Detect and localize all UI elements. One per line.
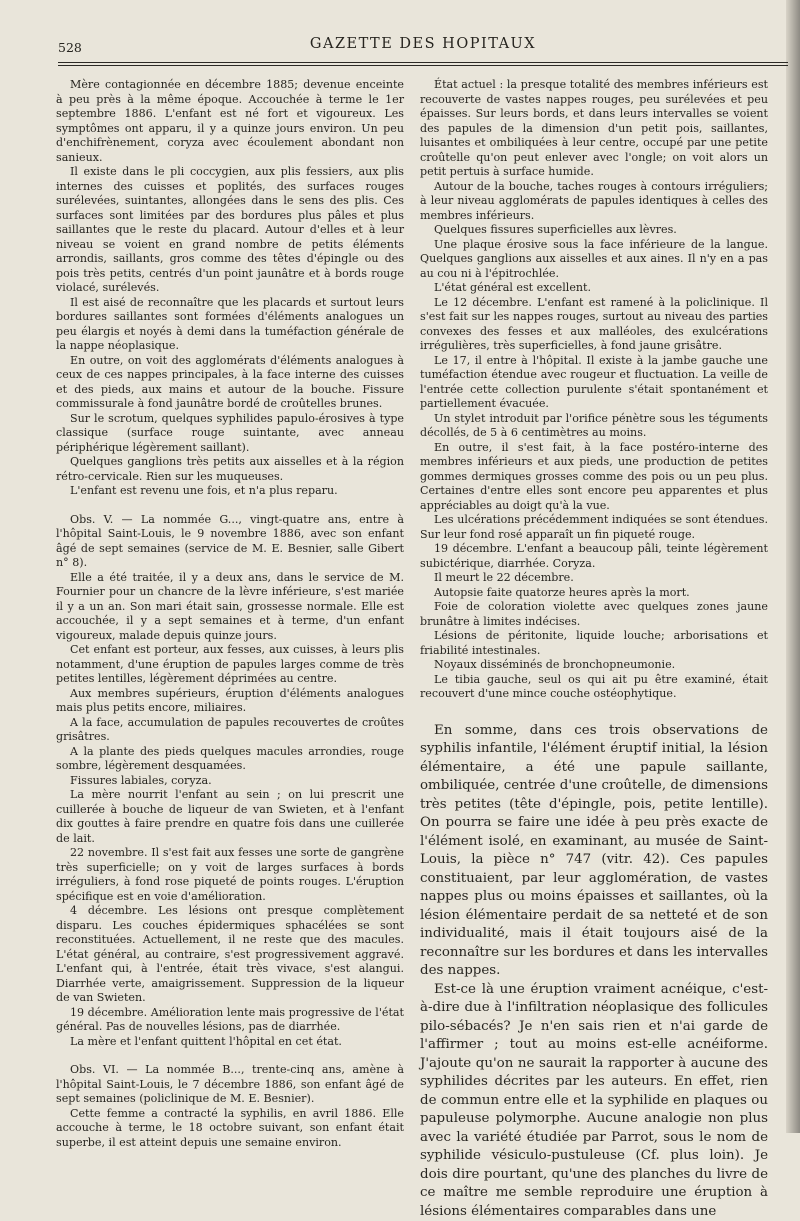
paragraph: État actuel : la presque totalité des membres inférieurs est recouverte de vastes nappes rouges, peu surélevées et peu épaisses. Sur leurs bords, et dans leurs intervalles se voient des papules de la dimension d'un petit pois, saillantes, luisantes et ombiliquées à leur centre, occupé par une petite croûtelle qu'on peut enlever avec l'ongle; on voit alors un petit pertuis à surface humide.: [420, 78, 768, 180]
paragraph: 19 décembre. Amélioration lente mais progressive de l'état général. Pas de nouvelles lésions, pas de diarrhée.: [56, 1006, 404, 1035]
paragraph: Le 12 décembre. L'enfant est ramené à la policlinique. Il s'est fait sur les nappes rouges, surtout au niveau des parties convexes des fesses et aux malléoles, des exulcérations irrégulières, très superficielles, à fond jaune grisâtre.: [420, 296, 768, 354]
paragraph: Autour de la bouche, taches rouges à contours irréguliers; à leur niveau agglomérats de papules identiques à celles des membres inférieurs.: [420, 180, 768, 224]
paragraph: Cette femme a contracté la syphilis, en avril 1886. Elle accouche à terme, le 18 octobre suivant, son enfant était superbe, il est atteint depuis une semaine environ.: [56, 1107, 404, 1151]
paragraph: 19 décembre. L'enfant a beaucoup pâli, teinte légèrement subictérique, diarrhée. Coryza.: [420, 542, 768, 571]
header-rule-bottom: [58, 65, 788, 66]
paragraph: Il existe dans le pli coccygien, aux plis fessiers, aux plis internes des cuisses et poplités, des surfaces rouges surélevées, suintantes, allongées dans le sens des plis. Ces surfaces sont limitées par des bordures plus pâles et plus saillantes que le reste du placard. Autour d'elles et à leur niveau se voient en grand nombre de petits éléments arrondis, saillants, gros comme des têtes d'épingle ou des pois très petits, centrés d'un point jaunâtre et à bords rouge violacé, surélevés.: [56, 165, 404, 296]
paragraph: Le 17, il entre à l'hôpital. Il existe à la jambe gauche une tuméfaction étendue avec rougeur et fluctuation. La veille de l'entrée cette collection purulente s'était spontanément et partiellement évacuée.: [420, 354, 768, 412]
paragraph: A la plante des pieds quelques macules arrondies, rouge sombre, légèrement desquamées.: [56, 745, 404, 774]
page-edge-shadow: [786, 0, 800, 1133]
paragraph: Il est aisé de reconnaître que les placards et surtout leurs bordures saillantes sont formées d'éléments analogues un peu élargis et noyés à demi dans la tuméfaction générale de la nappe néoplasique.: [56, 296, 404, 354]
paragraph: Lésions de péritonite, liquide louche; arborisations et friabilité intestinales.: [420, 629, 768, 658]
paragraph: Quelques fissures superficielles aux lèvres.: [420, 223, 768, 238]
paragraph: Fissures labiales, coryza.: [56, 774, 404, 789]
paragraph: Quelques ganglions très petits aux aisselles et à la région rétro-cervicale. Rien sur les muqueuses.: [56, 455, 404, 484]
paragraph: Autopsie faite quatorze heures après la mort.: [420, 586, 768, 601]
paragraph: En outre, on voit des agglomérats d'éléments analogues à ceux de ces nappes principales, à la face interne des cuisses et des pieds, aux mains et autour de la bouche. Fissure commissurale à fond jaunâtre bordé de croûtelles brunes.: [56, 354, 404, 412]
paragraph: Il meurt le 22 décembre.: [420, 571, 768, 586]
paragraph: La mère et l'enfant quittent l'hôpital en cet état.: [56, 1035, 404, 1050]
right-column: [420, 78, 768, 1221]
paragraph: 22 novembre. Il s'est fait aux fesses une sorte de gangrène très superficielle; on y voit de larges surfaces à bords irréguliers, à fond rose piqueté de points rouges. L'éruption spécifique est en voie d'amélioration.: [56, 846, 404, 904]
paragraph: Un stylet introduit par l'orifice pénètre sous les téguments décollés, de 5 à 6 centimètres au moins.: [420, 412, 768, 441]
paragraph: Cet enfant est porteur, aux fesses, aux cuisses, à leurs plis notamment, d'une éruption de papules larges comme de très petites lentilles, légèrement déprimées au centre.: [56, 643, 404, 687]
paragraph: L'enfant est revenu une fois, et n'a plus reparu.: [56, 484, 404, 499]
observation-heading-paragraph: Obs. VI. — La nommée B..., trente-cinq ans, amène à l'hôpital Saint-Louis, le 7 décembre 1886, son enfant âgé de sept semaines (policlinique de M. E. Besnier).: [56, 1063, 404, 1107]
observation-heading-paragraph: Obs. V. — La nommée G..., vingt-quatre ans, entre à l'hôpital Saint-Louis, le 9 novembre 1886, avec son enfant âgé de sept semaines (service de M. E. Besnier, salle Gibert n° 8).: [56, 513, 404, 571]
header-rule-top: [58, 62, 788, 63]
paragraph: Noyaux disséminés de bronchopneumonie.: [420, 658, 768, 673]
journal-title: GAZETTE DES HOPITAUX: [58, 36, 788, 52]
discussion-paragraph: Est-ce là une éruption vraiment acnéique, c'est-à-dire due à l'infiltration néoplasique des follicules pilo-sébacés? Je n'en sais rien et n'ai garde de l'affirmer ; tout au moins est-elle acnéiforme. J'ajoute qu'on ne saurait la rapporter à aucune des syphilides décrites par les auteurs. En effet, rien de commun entre elle et la syphilide en plaques ou papuleuse polymorphe. Aucune analogie non plus avec la variété étudiée par Parrot, sous le nom de syphilide vésiculo-pustuleuse (Cf. plus loin). Je dois dire pourtant, qu'une des planches du livre de ce maître me semble reproduire une éruption à lésions élémentaires comparables dans une: [420, 981, 768, 1221]
paragraph: La mère nourrit l'enfant au sein ; on lui prescrit une cuillerée à bouche de liqueur de van Swieten, et à l'enfant dix gouttes à faire prendre en quatre fois dans une cuillerée de lait.: [56, 788, 404, 846]
left-column: [56, 78, 404, 1150]
paragraph: Une plaque érosive sous la face inférieure de la langue. Quelques ganglions aux aisselles et aux aines. Il n'y en a pas au cou ni à l'épitrochlée.: [420, 238, 768, 282]
paragraph: En outre, il s'est fait, à la face postéro-interne des membres inférieurs et aux pieds, une production de petites gommes dermiques grosses comme des pois ou un peu plus. Certaines d'entre elles sont encore peu apparentes et plus appréciables au doigt qu'à la vue.: [420, 441, 768, 514]
paragraph: Sur le scrotum, quelques syphilides papulo-érosives à type classique (surface rouge suintante, avec anneau périphérique légèrement saillant).: [56, 412, 404, 456]
paragraph: Aux membres supérieurs, éruption d'éléments analogues mais plus petits encore, miliaires.: [56, 687, 404, 716]
paragraph: 4 décembre. Les lésions ont presque complètement disparu. Les couches épidermiques sphacélées se sont reconstituées. Actuellement, il ne reste que des macules. L'état général, au contraire, s'est progressivement aggravé. L'enfant qui, à l'entrée, était très vivace, s'est alangui. Diarrhée verte, amaigrissement. Suppression de la liqueur de van Swieten.: [56, 904, 404, 1006]
paragraph: Les ulcérations précédemment indiquées se sont étendues. Sur leur fond rosé apparaît un fin piqueté rouge.: [420, 513, 768, 542]
paragraph: Le tibia gauche, seul os qui ait pu être examiné, était recouvert d'une mince couche ostéophytique.: [420, 673, 768, 702]
paragraph: L'état général est excellent.: [420, 281, 768, 296]
paragraph: Mère contagionnée en décembre 1885; devenue enceinte à peu près à la même époque. Accouchée à terme le 1er septembre 1886. L'enfant est né fort et vigoureux. Les symptômes ont apparu, il y a quinze jours environ. Un peu d'enchifrènement, coryza avec écoulement abondant non sanieux.: [56, 78, 404, 165]
discussion-paragraph: En somme, dans ces trois observations de syphilis infantile, l'élément éruptif initial, la lésion élémentaire, a été une papule saillante, ombiliquée, centrée d'une croûtelle, de dimensions très petites (tête d'épingle, pois, petite lentille). On pourra se faire une idée à peu près exacte de l'élément isolé, en examinant, au musée de Saint-Louis, la pièce n° 747 (vitr. 42). Ces papules constituaient, par leur agglomération, de vastes nappes plus ou moins épaisses et saillantes, où la lésion élémentaire perdait de sa netteté et de son individualité, mais il était toujours aisé de la reconnaître sur les bordures et dans les intervalles des nappes.: [420, 722, 768, 981]
paragraph: A la face, accumulation de papules recouvertes de croûtes grisâtres.: [56, 716, 404, 745]
page-header: [58, 34, 788, 58]
paragraph: Elle a été traitée, il y a deux ans, dans le service de M. Fournier pour un chancre de la lèvre inférieure, s'est mariée il y a un an. Son mari était sain, grossesse normale. Elle est accouchée, il y a sept semaines et à terme, d'un enfant vigoureux, malade depuis quinze jours.: [56, 571, 404, 644]
paragraph: Foie de coloration violette avec quelques zones jaune brunâtre à limites indécises.: [420, 600, 768, 629]
page-number: 528: [58, 40, 82, 55]
